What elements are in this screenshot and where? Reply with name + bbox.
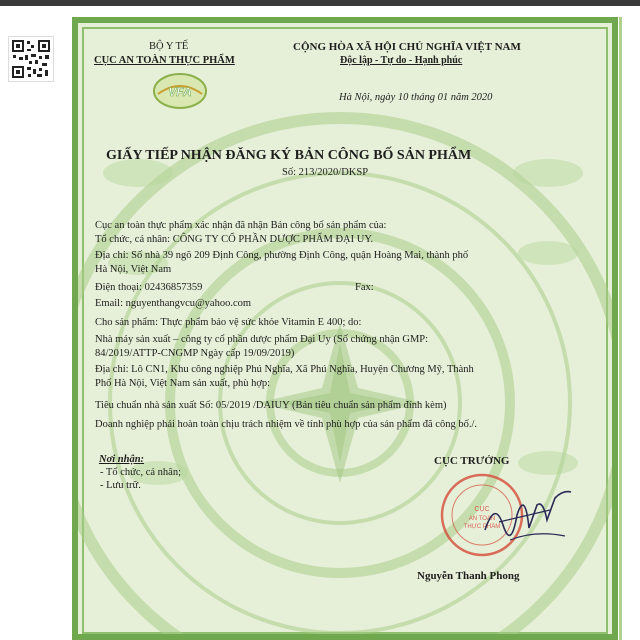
signer-title: CỤC TRƯỞNG xyxy=(434,455,510,467)
document-title: GIẤY TIẾP NHẬN ĐĂNG KÝ BẢN CÔNG BỐ SẢN PHẨM xyxy=(106,148,472,163)
standard-line: Tiêu chuẩn nhà sản xuất Số: 05/2019 /DAIUY (Bản tiêu chuẩn sản phẩm đính kèm) xyxy=(95,400,447,411)
confirm-line: Cục an toàn thực phẩm xác nhận đã nhận Bản công bố sản phẩm của: xyxy=(95,220,387,231)
document-number: Số: 213/2020/DKSP xyxy=(282,167,369,178)
top-bar xyxy=(0,0,640,6)
right-edge xyxy=(619,17,622,640)
address-line-1: Địa chỉ: Số nhà 39 ngõ 209 Định Công, phường Định Công, quận Hoàng Mai, thành phố xyxy=(95,250,469,261)
republic-name: CỘNG HÒA XÃ HỘI CHỦ NGHĨA VIỆT NAM xyxy=(293,41,521,53)
vfa-logo xyxy=(152,72,208,110)
signature xyxy=(455,470,575,560)
fax-line: Fax: xyxy=(355,282,374,293)
recipient-item: - Tổ chức, cá nhân; xyxy=(100,467,182,478)
ministry-name: BỘ Y TẾ xyxy=(149,41,189,52)
svg-text:VFA: VFA xyxy=(168,85,192,99)
national-motto: Độc lập - Tự do - Hạnh phúc xyxy=(340,55,463,66)
factory-line-1: Nhà máy sản xuất – công ty cổ phần dược phẩm Đại Uy (Số chứng nhận GMP: xyxy=(95,334,429,345)
email-line: Email: nguyenthangvcu@yahoo.com xyxy=(95,298,252,309)
factory-address-line-1: Địa chỉ: Lô CN1, Khu công nghiệp Phú Nghĩa, Xã Phú Nghĩa, Huyện Chương Mỹ, Thành xyxy=(95,364,474,375)
svg-text:CỤC: CỤC xyxy=(474,506,490,513)
signer-name: Nguyễn Thanh Phong xyxy=(417,570,520,582)
responsibility-line: Doanh nghiệp phải hoàn toàn chịu trách nhiệm về tính phù hợp của sản phẩm đã công bố./. xyxy=(95,419,477,430)
factory-line-2: 84/2019/ATTP-CNGMP Ngày cấp 19/09/2019) xyxy=(95,348,295,359)
recipient-item: - Lưu trữ. xyxy=(100,480,141,491)
organization-line: Tổ chức, cá nhân: CÔNG TY CỔ PHẦN DƯỢC PHẨM ĐẠI UY. xyxy=(95,234,374,245)
phone-line: Điện thoại: 02436857359 xyxy=(95,282,203,293)
svg-text:THỰC PHẨM: THỰC PHẨM xyxy=(463,524,501,530)
qr-code xyxy=(8,36,54,82)
recipients-label: Nơi nhận: xyxy=(99,454,145,465)
factory-address-line-2: Phố Hà Nội, Việt Nam sản xuất, phù hợp: xyxy=(95,378,271,389)
svg-text:AN TOÀN: AN TOÀN xyxy=(468,516,496,522)
agency-name: CỤC AN TOÀN THỰC PHẨM xyxy=(94,55,235,66)
product-line: Cho sản phẩm: Thực phẩm bảo vệ sức khỏe Vitamin E 400; do: xyxy=(95,317,362,328)
place-date: Hà Nội, ngày 10 tháng 01 năm 2020 xyxy=(339,92,493,103)
address-line-2: Hà Nội, Việt Nam xyxy=(95,264,172,275)
